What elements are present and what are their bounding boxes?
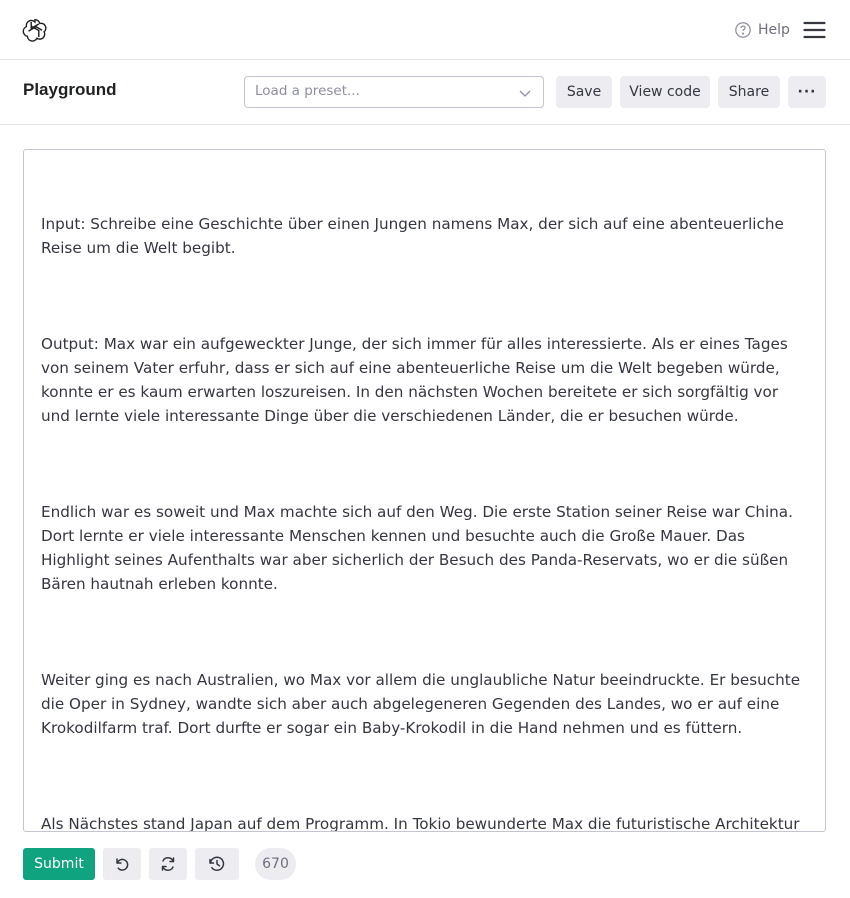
more-options-button[interactable]: ··· xyxy=(788,76,826,108)
prompt-editor[interactable] xyxy=(23,149,826,832)
editor-paragraph: Als Nächstes stand Japan auf dem Programm. In Tokio bewunderte Max die futuristische Architektur xyxy=(41,815,800,832)
question-circle-icon xyxy=(734,21,752,39)
help-link[interactable] xyxy=(734,20,790,40)
token-count-badge: 670 xyxy=(255,848,296,880)
regenerate-icon xyxy=(159,855,177,873)
top-bar xyxy=(0,0,850,60)
history-button[interactable] xyxy=(195,848,239,880)
regenerate-button[interactable] xyxy=(149,848,187,880)
editor-paragraph: Input: Schreibe eine Geschichte über einen Jungen namens Max, der sich auf eine abenteuerliche Reise um die Welt begibt. xyxy=(41,215,789,257)
preset-select[interactable] xyxy=(244,76,544,108)
page-title: Playground xyxy=(23,80,117,99)
undo-icon xyxy=(113,855,131,873)
view-code-button[interactable]: View code xyxy=(620,76,710,108)
hamburger-menu-icon[interactable] xyxy=(803,20,826,40)
preset-placeholder: Load a preset... xyxy=(255,83,360,99)
chevron-down-icon xyxy=(518,86,532,100)
editor-paragraph: Endlich war es soweit und Max machte sich auf den Weg. Die erste Station seiner Reise war China. Dort lernte er viele interessante Menschen kennen und besuchte auch die Große Mauer. Das Highlight seines Aufenthalts war aber sicherlich der Besuch des Panda-Reservats, wo er die süßen Bären hautnah erleben konnte. xyxy=(41,503,798,593)
help-label: Help xyxy=(758,22,790,38)
save-button[interactable]: Save xyxy=(556,76,612,108)
share-button[interactable]: Share xyxy=(718,76,780,108)
submit-button[interactable]: Submit xyxy=(23,848,95,880)
undo-button[interactable] xyxy=(103,848,141,880)
editor-paragraph: Weiter ging es nach Australien, wo Max vor allem die unglaubliche Natur beeindruckte. Er besuchte die Oper in Sydney, wandte sich aber auch abgelegeneren Gegenden des Landes, wo er auf eine Krokodilfarm traf. Dort durfte er sogar ein Baby-Krokodil in die Hand nehmen und es füttern. xyxy=(41,671,805,737)
openai-logo-icon[interactable] xyxy=(22,17,48,43)
editor-paragraph: Output: Max war ein aufgeweckter Junge, der sich immer für alles interessierte. Als er eines Tages von seinem Vater erfuhr, dass er sich auf eine abenteuerliche Reise um die Welt begeben würde, konnte er es kaum erwarten loszureisen. In den nächsten Wochen bereitete er sich sorgfältig vor und lernte viele interessante Dinge über die verschiedenen Länder, die er besuchen würde. xyxy=(41,335,793,425)
history-icon xyxy=(208,855,226,873)
